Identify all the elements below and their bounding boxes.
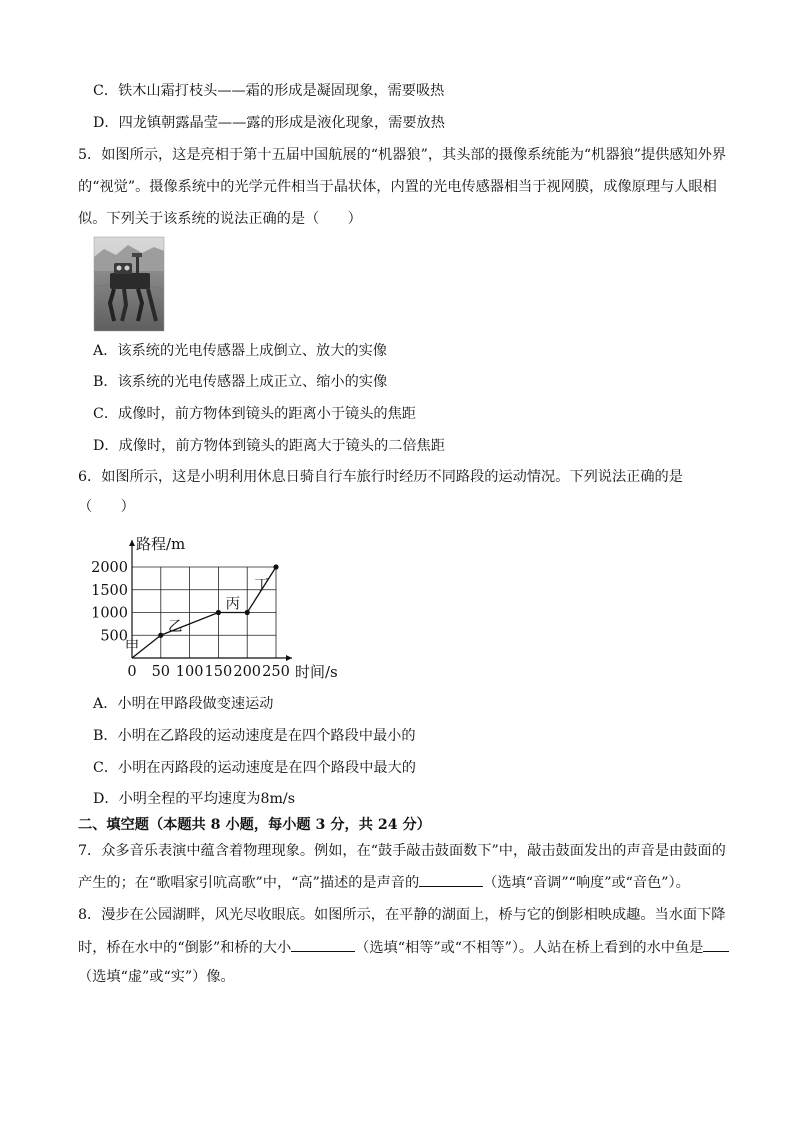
q5-option-c: C．成像时，前方物体到镜头的距离小于镜头的焦距 — [93, 406, 416, 422]
q4-option-d: D．四龙镇朝露晶莹——露的形成是液化现象，需要放热 — [93, 115, 445, 131]
chart-data-point — [245, 610, 250, 615]
q6-option-c: C．小明在丙路段的运动速度是在四个路段中最大的 — [93, 760, 416, 776]
q6-option-d: D．小明全程的平均速度为8m/s — [93, 791, 295, 807]
robot-wolf-photo — [94, 237, 164, 331]
q7-text-after-blank: （选填“音调”“响度”或“音色”）。 — [483, 875, 690, 891]
q8-text-before-blank-1: 时，桥在水中的“倒影”和桥的大小 — [78, 940, 292, 956]
chart-axes — [129, 540, 292, 661]
section-2-heading: 二、填空题（本题共 8 小题，每小题 3 分，共 24 分） — [78, 817, 431, 833]
q6-stem-line-2: （ ） — [78, 499, 135, 515]
chart-x-tick-label: 250 — [262, 664, 290, 680]
q7-line-1: 7．众多音乐表演中蕴含着物理现象。例如，在“鼓手敲击鼓面数下”中，敲击鼓面发出的声音是由鼓面的 — [78, 843, 726, 859]
chart-y-tick-label: 1500 — [91, 582, 128, 599]
chart-y-tick-label: 2000 — [91, 560, 128, 576]
q5-stem-line-1: 5．如图所示，这是亮相于第十五届中国航展的“机器狼”，其头部的摄像系统能为“机器狼”提供感知外界 — [78, 147, 727, 163]
chart-y-tick-label: 1000 — [91, 605, 128, 622]
chart-x-tick-label: 50 — [151, 664, 171, 680]
chart-y-tick-label: 500 — [100, 628, 128, 645]
q8-text-between-blanks: （选填“相等”或“不相等”）。人站在桥上看到的水中鱼是 — [355, 940, 704, 956]
q4-option-c: C．铁木山霜打枝头——霜的形成是凝固现象，需要吸热 — [93, 83, 445, 99]
q8-answer-blank-2[interactable] — [703, 936, 729, 952]
q7-text-before-blank: 产生的；在“歌唱家引吭高歌”中，“高”描述的是声音的 — [78, 875, 420, 891]
q6-option-a: A．小明在甲路段做变速运动 — [93, 696, 274, 712]
chart-x-axis-arrow — [286, 655, 292, 661]
q5-option-d: D．成像时，前方物体到镜头的距离大于镜头的二倍焦距 — [93, 438, 445, 454]
q6-option-b: B．小明在乙路段的运动速度是在四个路段中最小的 — [93, 728, 416, 744]
chart-data-point — [158, 633, 163, 638]
chart-segment-label: 乙 — [167, 619, 183, 636]
q7-line-2 — [78, 871, 690, 893]
q8-line-3: （选填“虚”或“实”）像。 — [78, 969, 235, 985]
chart-segment-label: 甲 — [124, 639, 140, 656]
q8-line-1: 8．漫步在公园湖畔，风光尽收眼底。如图所示，在平静的湖面上，桥与它的倒影相映成趣。当水面下降 — [78, 907, 726, 923]
q5-stem-line-3: 似。下列关于该系统的说法正确的是（ ） — [78, 211, 362, 227]
q8-line-2 — [78, 936, 729, 958]
chart-x-axis-label: 时间/s — [295, 663, 338, 681]
chart-x-tick-label: 100 — [175, 664, 204, 680]
chart-y-axis-label: 路程/m — [136, 535, 186, 553]
chart-x-tick-label: 150 — [204, 664, 233, 680]
q7-answer-blank[interactable] — [419, 871, 483, 887]
q8-answer-blank-1[interactable] — [291, 936, 355, 952]
chart-segment-label: 丁 — [254, 578, 269, 595]
chart-data-point — [216, 610, 221, 615]
q5-option-a: A．该系统的光电传感器上成倒立、放大的实像 — [93, 343, 387, 359]
q6-stem-line-1: 6．如图所示，这是小明利用休息日骑自行车旅行时经历不同路段的运动情况。下列说法正确的是 — [78, 469, 683, 485]
q5-stem-line-2: 的“视觉”。摄像系统中的光学元件相当于晶状体，内置的光电传感器相当于视网膜，成像原理与人眼相 — [78, 179, 717, 195]
chart-y-axis-arrow — [129, 540, 135, 546]
distance-time-chart — [91, 530, 358, 690]
chart-x-tick-label: 0 — [127, 664, 137, 680]
chart-data-point — [273, 564, 278, 569]
q5-option-b: B．该系统的光电传感器上成正立、缩小的实像 — [93, 374, 388, 390]
chart-segment-label: 丙 — [225, 596, 241, 613]
chart-x-tick-label: 200 — [233, 664, 262, 680]
